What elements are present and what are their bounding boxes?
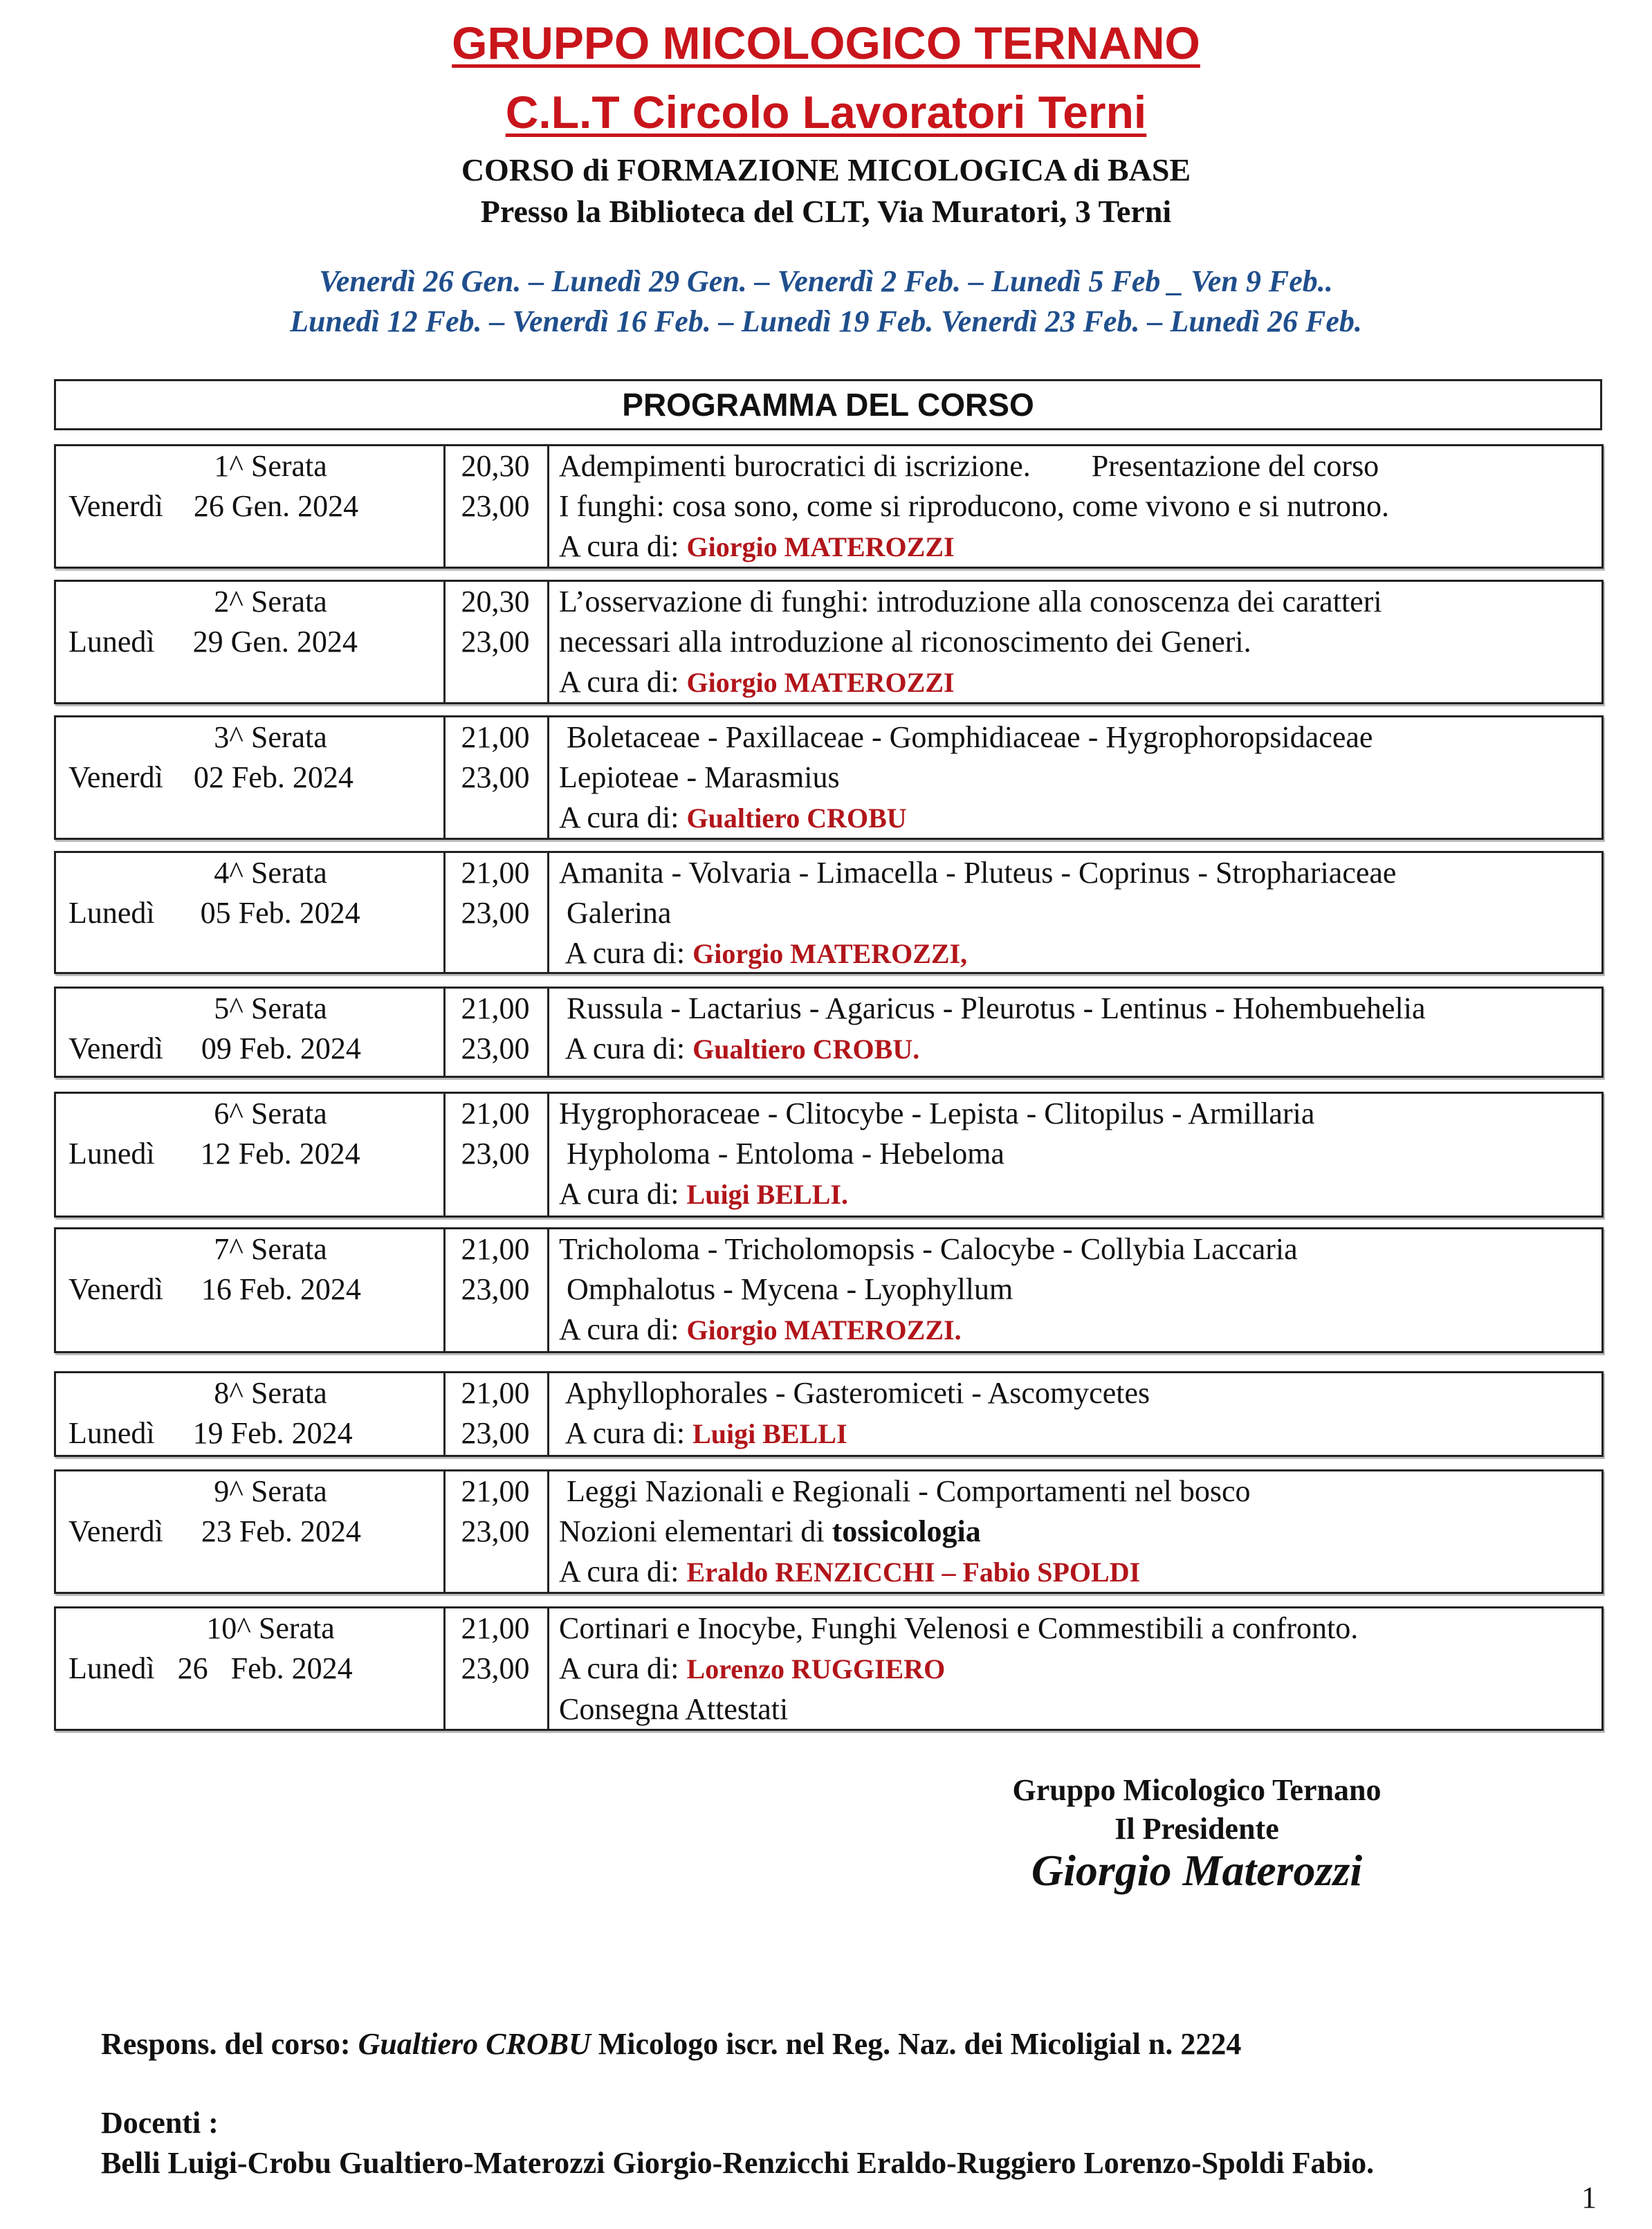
session-time-cell [443,717,549,838]
dates-line-1: Venerdì 26 Gen. – Lunedì 29 Gen. – Venerdì 2 Feb. – Lunedì 5 Feb _ Ven 9 Feb.. [319,264,1333,298]
time-start: 21,00 [461,1097,530,1130]
docenti-label: Docenti : [101,2106,219,2140]
time-end: 23,00 [461,1651,530,1685]
description-line: Cortinari e Inocybe, Funghi Velenosi e Commestibili a confronto. [559,1611,1359,1645]
session-day-cell [56,446,446,567]
curator-name: Giorgio MATEROZZI [686,531,955,562]
org-title: GRUPPO MICOLOGICO TERNANO [452,17,1200,68]
time-end: 23,00 [461,1031,530,1065]
curator-line [559,1413,1601,1454]
time-end: 23,00 [461,896,530,930]
session-day-cell [56,582,446,702]
description-line: Russula - Lactarius - Agaricus - Pleurotus - Lentinus - Hohembuehelia [559,991,1426,1025]
session-day-cell [56,1471,446,1592]
time-end: 23,00 [461,1272,530,1306]
signature-block [955,1771,1439,1895]
session-description [549,1373,1601,1454]
time-end: 23,00 [461,760,530,794]
session-time-cell [443,1229,549,1351]
description-line: Omphalotus - Mycena - Lyophyllum [559,1272,1013,1306]
description-line: Galerina [559,896,672,930]
session-description [549,1229,1601,1350]
curator-line [559,933,1601,974]
session-date: Lunedì 12 Feb. 2024 [68,1137,360,1171]
description-line: Lepioteae - Marasmius [559,760,840,794]
session-day-cell [56,989,446,1076]
session-day-cell [56,853,446,972]
curator-line [559,1552,1601,1593]
time-start: 21,00 [461,1376,530,1410]
session-time-cell [443,989,549,1076]
session-number: 3^ Serata [214,720,327,754]
time-start: 20,30 [461,449,530,483]
curator-line [559,662,1601,703]
curator-name: Gualtiero CROBU. [692,1034,920,1065]
session-description [549,717,1601,838]
session-day-cell [56,1094,446,1216]
description-line: Consegna Attestati [559,1692,789,1726]
time-start: 21,00 [461,1474,530,1508]
org-subtitle: C.L.T Circolo Lavoratori Terni [505,86,1147,138]
session-description [549,1471,1601,1593]
time-end: 23,00 [461,489,530,523]
curator-label: A cura di: [559,1651,679,1685]
session-time-cell [443,1094,549,1216]
curator-line [559,1310,1601,1350]
curator-label: A cura di: [565,1416,686,1450]
curator-label: A cura di: [559,1312,679,1346]
curator-name: Giorgio MATEROZZI. [686,1314,962,1346]
curator-label: A cura di: [559,665,679,699]
session-box [54,580,1604,704]
signature-role: Il Presidente [1114,1812,1279,1846]
signature-org: Gruppo Micologico Ternano [1012,1773,1382,1807]
page-number: 1 [1581,2181,1597,2214]
session-day-cell [56,1608,446,1729]
curator-label: A cura di: [559,1177,679,1211]
curator-label: A cura di: [565,1031,686,1065]
session-time-cell [443,446,549,567]
session-day-cell [56,1229,446,1351]
curator-line [559,1174,1601,1215]
session-number: 2^ Serata [214,585,327,618]
time-end: 23,00 [461,1514,530,1548]
session-number: 7^ Serata [214,1232,327,1266]
session-number: 5^ Serata [214,991,327,1025]
session-date: Venerdì 23 Feb. 2024 [68,1514,361,1548]
time-start: 21,00 [461,720,530,754]
time-start: 21,00 [461,1611,530,1645]
session-number: 1^ Serata [214,449,327,483]
session-box [54,1371,1604,1457]
time-start: 21,00 [461,856,530,890]
session-description [549,853,1601,974]
session-description [549,1094,1601,1215]
program-heading: PROGRAMMA DEL CORSO [54,379,1602,430]
curator-name: Luigi BELLI. [686,1179,848,1210]
session-box [54,987,1604,1078]
description-line: Boletaceae - Paxillaceae - Gomphidiaceae - Hygrophoropsidaceae [559,720,1373,754]
course-responsible: Respons. del corso: Gualtiero CROBU Micologo iscr. nel Reg. Naz. dei Micoligial n. 2224 [101,2027,1242,2061]
description-line: Adempimenti burocratici di iscrizione. Presentazione del corso [559,449,1379,483]
curator-label: A cura di: [559,800,679,834]
session-number: 6^ Serata [214,1097,327,1130]
time-start: 21,00 [461,991,530,1025]
session-box [54,851,1604,974]
session-time-cell [443,1471,549,1592]
time-start: 21,00 [461,1232,530,1266]
description-line: L’osservazione di funghi: introduzione alla conoscenza dei caratteri [559,585,1382,618]
session-description [549,989,1601,1070]
time-end: 23,00 [461,1416,530,1450]
session-day-cell [56,717,446,838]
description-line: Amanita - Volvaria - Limacella - Pluteus - Coprinus - Strophariaceae [559,856,1397,890]
curator-name: Gualtiero CROBU [686,802,907,834]
time-start: 20,30 [461,585,530,618]
session-description [549,582,1601,703]
docenti-list: Belli Luigi-Crobu Gualtiero-Materozzi Giorgio-Renzicchi Eraldo-Ruggiero Lorenzo-Spoldi Fabio. [101,2146,1375,2180]
course-location: Presso la Biblioteca del CLT, Via Muratori, 3 Terni [480,194,1172,229]
session-number: 8^ Serata [214,1376,327,1410]
curator-line [559,526,1601,567]
curator-name: Giorgio MATEROZZI, [692,938,968,969]
curator-name: Lorenzo RUGGIERO [686,1653,946,1685]
session-box [54,1092,1604,1218]
session-date: Lunedì 29 Gen. 2024 [68,625,358,659]
session-time-cell [443,853,549,972]
session-date: Venerdì 09 Feb. 2024 [68,1031,361,1065]
course-title: CORSO di FORMAZIONE MICOLOGICA di BASE [461,152,1191,187]
session-date: Venerdì 26 Gen. 2024 [68,489,359,523]
time-end: 23,00 [461,625,530,659]
session-time-cell [443,1608,549,1729]
session-date: Lunedì 05 Feb. 2024 [68,896,360,930]
session-box [54,1469,1604,1594]
description-line: necessari alla introduzione al riconoscimento dei Generi. [559,625,1251,659]
session-number: 9^ Serata [214,1474,327,1508]
bold-term: tossicologia [832,1514,981,1548]
curator-name: Luigi BELLI [692,1418,847,1449]
session-date: Lunedì 19 Feb. 2024 [68,1416,353,1450]
signature-name: Giorgio Materozzi [1031,1846,1363,1895]
session-number: 4^ Serata [214,856,327,890]
dates-line-2: Lunedì 12 Feb. – Venerdì 16 Feb. – Lunedì 19 Feb. Venerdì 23 Feb. – Lunedì 26 Feb. [290,304,1362,338]
session-number: 10^ Serata [206,1611,335,1645]
curator-name: Eraldo RENZICCHI – Fabio SPOLDI [686,1557,1141,1588]
time-end: 23,00 [461,1137,530,1171]
session-date: Venerdì 16 Feb. 2024 [68,1272,361,1306]
session-description [549,446,1601,567]
session-date: Lunedì 26 Feb. 2024 [68,1651,353,1685]
curator-line [559,798,1601,838]
description-line: I funghi: cosa sono, come si riproducono, come vivono e si nutrono. [559,489,1390,523]
description-line: Aphyllophorales - Gasteromiceti - Ascomycetes [559,1376,1150,1410]
session-time-cell [443,582,549,702]
session-time-cell [443,1373,549,1455]
description-line: Hypholoma - Entoloma - Hebeloma [559,1137,1004,1171]
session-box [54,1227,1604,1353]
responsible-name: Gualtiero CROBU [358,2027,591,2061]
session-date: Venerdì 02 Feb. 2024 [68,760,354,794]
description-line: Tricholoma - Tricholomopsis - Calocybe - Collybia Laccaria [559,1232,1298,1266]
curator-name: Giorgio MATEROZZI [686,667,955,698]
session-box [54,715,1604,840]
description-line: Leggi Nazionali e Regionali - Comportamenti nel bosco [559,1474,1251,1508]
curator-line [559,1029,1601,1070]
session-box [54,1606,1604,1731]
curator-label: A cura di: [565,936,686,970]
curator-label: A cura di: [559,529,679,563]
curator-line [559,1649,1601,1689]
description-line: Hygrophoraceae - Clitocybe - Lepista - Clitopilus - Armillaria [559,1097,1315,1130]
session-description [549,1608,1601,1730]
curator-label: A cura di: [559,1554,679,1588]
session-box [54,444,1604,569]
description-line: Nozioni elementari di tossicologia [559,1514,981,1548]
session-day-cell [56,1373,446,1455]
